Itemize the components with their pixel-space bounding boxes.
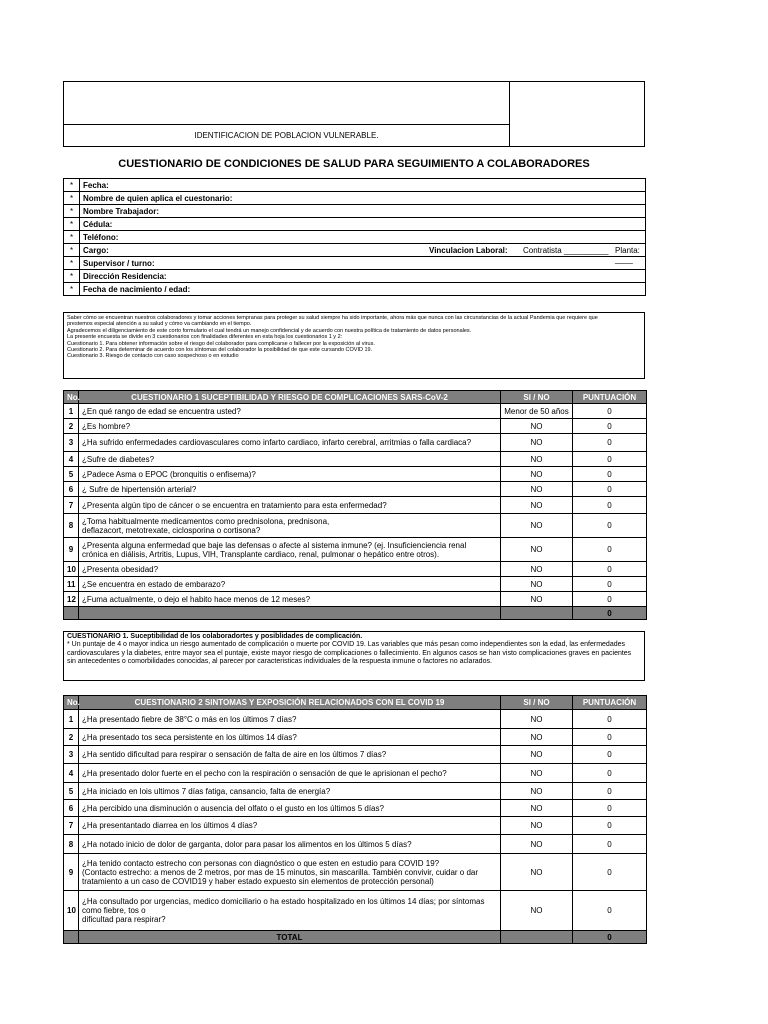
question-line: dificultad para respirar?: [82, 915, 166, 924]
row-number: 6: [64, 800, 79, 817]
row-number: 12: [64, 592, 79, 607]
answer-cell[interactable]: NO: [501, 817, 573, 835]
score-cell: 0: [573, 800, 647, 817]
personal-info-table: [63, 178, 646, 296]
row-number: 5: [64, 783, 79, 800]
intro-line: La presente encuesta se divide en 3 cuestionarios con finalidades diferentes en esta hoja los cuestionarios 1 y 2:: [67, 334, 343, 341]
row-number: 9: [64, 854, 79, 891]
intro-line: Agradecemos el diligenciamiento de este corto formulario el cual tendrá un manejo confidencial y de acuerdo con nuestra política de tratamiento de datos personales.: [67, 327, 472, 334]
total-score-1: 0: [573, 607, 647, 620]
score-cell: 0: [573, 854, 647, 891]
field-trabajador[interactable]: Nombre Trabajador:: [80, 205, 646, 218]
answer-cell[interactable]: NO: [501, 854, 573, 891]
question-line: ¿Toma habitualmente medicamentos como prednisolona, prednisona,: [82, 516, 330, 526]
answer-cell[interactable]: NO: [501, 592, 573, 607]
questionnaire-1-table: [63, 390, 647, 620]
score-cell: 0: [573, 497, 647, 514]
question-text: ¿Ha presentado tos seca persistente en los últimos 14 días?: [79, 729, 501, 746]
bullet: *: [64, 283, 80, 296]
row-number: 1: [64, 404, 79, 419]
identification-label: IDENTIFICACION DE POBLACION VULNERABLE.: [194, 131, 379, 140]
field-supervisor[interactable]: Supervisor / turno:: [80, 257, 646, 270]
score-cell: 0: [573, 452, 647, 467]
score-cell: 0: [573, 482, 647, 497]
answer-cell[interactable]: NO: [501, 467, 573, 482]
question-text: ¿Es hombre?: [79, 419, 501, 434]
total-score-2: 0: [573, 931, 647, 944]
question-text: ¿Ha presentantado diarrea en los últimos 4 días?: [79, 817, 501, 835]
questionnaire-2-table: [63, 695, 647, 944]
answer-cell[interactable]: NO: [501, 538, 573, 562]
answer-cell[interactable]: NO: [501, 764, 573, 783]
answer-cell[interactable]: NO: [501, 419, 573, 434]
header-si-no: SI / NO: [501, 696, 573, 710]
intro-line: Cuestionario 3. Riesgo de contacto con caso sospechoso o en estudio: [67, 353, 239, 360]
identification-box: [63, 81, 645, 147]
field-aplicador[interactable]: Nombre de quien aplica el cuestonario:: [80, 192, 646, 205]
question-text: ¿Ha sentido dificultad para respirar o sensación de falta de aire en los últimos 7 días?: [79, 746, 501, 764]
question-line: ¿Ha tenido contacto estrecho con personas con diagnóstico o que esten en estudio para COVID 19?: [82, 858, 440, 868]
questionnaire-1-note: [63, 631, 645, 681]
field-vinculacion: Vinculacion Laboral:: [429, 245, 508, 255]
field-direccion[interactable]: Dirección Residencia:: [80, 270, 646, 283]
answer-cell[interactable]: NO: [501, 562, 573, 577]
score-cell: 0: [573, 764, 647, 783]
question-text: ¿Fuma actualmente, o dejo el habito hace menos de 12 meses?: [79, 592, 501, 607]
score-cell: 0: [573, 891, 647, 931]
field-fecha[interactable]: Fecha:: [80, 179, 646, 192]
bullet: *: [64, 192, 80, 205]
row-number: 3: [64, 434, 79, 452]
row-number: 4: [64, 764, 79, 783]
intro-line: Saber cómo se encuentran nuestros colaboradores y tomar acciones tempranas para proteger su salud siempre ha sido importante, ahora más que nunca con las circunstancias de la actual Pandemia que requiere que: [67, 315, 598, 321]
option-contratista[interactable]: Contratista __________: [523, 245, 609, 255]
question-text: [79, 514, 501, 538]
question-text: ¿Padece Asma o EPOC (bronquitis o enfisema)?: [79, 467, 501, 482]
row-number: 11: [64, 577, 79, 592]
score-cell: 0: [573, 577, 647, 592]
logo-divider: [509, 82, 510, 147]
header-no: No.: [64, 696, 79, 710]
question-text: ¿ Sufre de hipertensión arterial?: [79, 482, 501, 497]
intro-line: prestemos especial atención a su salud y cómo va cambiando en el tiempo.: [67, 321, 252, 328]
intro-line: Cuestionario 1. Para obtener información sobre el riesgo del colaborador para complicarse o fallecer por la exposición al virus.: [67, 340, 375, 347]
score-cell: 0: [573, 746, 647, 764]
option-planta[interactable]: Planta: ____: [615, 245, 640, 264]
row-number: 8: [64, 514, 79, 538]
total-filler: [501, 607, 573, 620]
header-si-no: SI / NO: [501, 391, 573, 404]
bullet: *: [64, 231, 80, 244]
question-line: ¿Ha consultado por urgencias, medico domiciliario o ha estado hospitalizado en los últimos 14 días; por síntomas: [82, 897, 485, 906]
question-text: ¿Ha percibido una disminución o ausencia del olfato o el gusto en los últimos 5 días?: [79, 800, 501, 817]
score-cell: 0: [573, 817, 647, 835]
row-number: 6: [64, 482, 79, 497]
bullet: *: [64, 179, 80, 192]
question-text: ¿Presenta obesidad?: [79, 562, 501, 577]
header-no: No.: [64, 391, 79, 404]
bullet: *: [64, 244, 80, 257]
row-number: 5: [64, 467, 79, 482]
question-line: como fiebre, tos o: [82, 906, 146, 915]
row-number: 9: [64, 538, 79, 562]
row-number: 7: [64, 497, 79, 514]
field-telefono[interactable]: Teléfono:: [80, 231, 646, 244]
question-text: [79, 538, 501, 562]
total-filler: [501, 931, 573, 944]
note-title: CUESTIONARIO 1. Suceptibilidad de los colaboradortes y posiblidades de complicación.: [67, 633, 363, 640]
field-cargo: Cargo:: [83, 245, 109, 255]
total-filler: [79, 607, 501, 620]
score-cell: 0: [573, 783, 647, 800]
question-text: ¿Ha notado inicio de dolor de garganta, dolor para pasar los alimentos en los últimos 5 días?: [79, 835, 501, 854]
score-cell: 0: [573, 835, 647, 854]
answer-cell[interactable]: NO: [501, 746, 573, 764]
row-number: 10: [64, 891, 79, 931]
row-number: 7: [64, 817, 79, 835]
question-text: [79, 854, 501, 891]
bullet: *: [64, 205, 80, 218]
page-title: CUESTIONARIO DE CONDICIONES DE SALUD PARA SEGUIMIENTO A COLABORADORES: [118, 158, 590, 170]
question-line: ¿Presenta alguna enfermedad que baje las defensas o afecte al sistema inmune? (ej. Insuficienciencia renal: [82, 540, 467, 550]
answer-cell[interactable]: NO: [501, 482, 573, 497]
row-number: 3: [64, 746, 79, 764]
header-score: PUNTUACIÓN: [573, 391, 647, 404]
header-title: CUESTIONARIO 1 SUCEPTIBILIDAD Y RIESGO DE COMPLICACIONES SARS-CoV-2: [79, 391, 501, 404]
answer-cell[interactable]: NO: [501, 577, 573, 592]
intro-line: Cuestionario 2. Para determinar de acuerdo con los síntomas del colaborador la posibilidad de que este cursando COVID 19.: [67, 347, 373, 354]
question-text: ¿Ha iniciado en lois ultimos 7 días fatiga, cansancio, falta de energía?: [79, 783, 501, 800]
bullet: *: [64, 257, 80, 270]
score-cell: 0: [573, 419, 647, 434]
intro-text: [63, 312, 645, 379]
bullet: *: [64, 270, 80, 283]
question-text: ¿En qué rango de edad se encuentra usted?: [79, 404, 501, 419]
score-cell: 0: [573, 592, 647, 607]
question-line: deflazacort, metotrexate, ciclosporina o cortisona?: [82, 525, 261, 535]
total-filler: [64, 931, 79, 944]
score-cell: 0: [573, 729, 647, 746]
field-cedula[interactable]: Cédula:: [80, 218, 646, 231]
question-line: (Contacto estrecho: a menos de 2 metros, por mas de 15 minutos, sin mascarilla. También convivir, cuidar o dar: [82, 867, 479, 877]
question-text: ¿Se encuentra en estado de embarazo?: [79, 577, 501, 592]
answer-cell[interactable]: NO: [501, 891, 573, 931]
score-cell: 0: [573, 562, 647, 577]
score-cell: 0: [573, 710, 647, 729]
question-line: crónica en diálisis, Artritis, Lupus, VIH, Transplante cardiaco, renal, pulmonar o hepático entre otros).: [82, 549, 440, 559]
row-number: 2: [64, 419, 79, 434]
score-cell: 0: [573, 404, 647, 419]
row-number: 2: [64, 729, 79, 746]
field-nacimiento[interactable]: Fecha de nacimiento / edad:: [80, 283, 646, 296]
answer-cell[interactable]: NO: [501, 497, 573, 514]
score-cell: 0: [573, 514, 647, 538]
score-cell: 0: [573, 434, 647, 452]
row-number: 4: [64, 452, 79, 467]
question-text: ¿Ha presentado fiebre de 38°C o más en los últimos 7 días?: [79, 710, 501, 729]
row-number: 10: [64, 562, 79, 577]
bullet: *: [64, 218, 80, 231]
answer-cell[interactable]: NO: [501, 514, 573, 538]
answer-cell[interactable]: NO: [501, 710, 573, 729]
answer-cell[interactable]: Menor de 50 años: [501, 404, 573, 419]
question-text: ¿Ha sufrido enfermedades cardiovasculares como infarto cardiaco, infarto cerebral, arritmias o falla cardiaca?: [79, 434, 501, 452]
question-text: ¿Sufre de diabetes?: [79, 452, 501, 467]
answer-cell[interactable]: NO: [501, 800, 573, 817]
total-label: TOTAL: [79, 931, 501, 944]
question-text: [79, 891, 501, 931]
answer-cell[interactable]: NO: [501, 835, 573, 854]
row-number: 8: [64, 835, 79, 854]
total-filler: [64, 607, 79, 620]
answer-cell[interactable]: NO: [501, 434, 573, 452]
answer-cell[interactable]: NO: [501, 783, 573, 800]
note-body: * Un puntaje de 4 o mayor indica un riesgo aumentado de complicación o muerte por COVID 19. Las variables que más pesan como independientes son la edad, las enfermedades cardiovasculares y la diabetes, entre mayor sea el puntaje, existe mayor riesgo de complicaciones o fallecimiento. En algunos casos se han visto complicaciones graves en pacientes sin antecedentes o comorbilidades conocidas, al parecer por caracteristicas individuales de la respuesta inmune o factores no aclarados.: [67, 641, 632, 665]
score-cell: 0: [573, 467, 647, 482]
header-score: PUNTUACIÓN: [573, 696, 647, 710]
question-text: ¿Presenta algún tipo de cáncer o se encuentra en tratamiento para esta enfermedad?: [79, 497, 501, 514]
score-cell: 0: [573, 538, 647, 562]
question-line: tratamiento a un caso de COVID19 y haber estado expuesto sin elementos de protección personal): [82, 876, 434, 886]
answer-cell[interactable]: NO: [501, 452, 573, 467]
row-number: 1: [64, 710, 79, 729]
question-text: ¿Ha presentado dolor fuerte en el pecho con la respiración o sensación de que le aprisionan el pecho?: [79, 764, 501, 783]
header-title: CUESTIONARIO 2 SINTOMAS Y EXPOSICIÓN RELACIONADOS CON EL COVID 19: [79, 696, 501, 710]
answer-cell[interactable]: NO: [501, 729, 573, 746]
